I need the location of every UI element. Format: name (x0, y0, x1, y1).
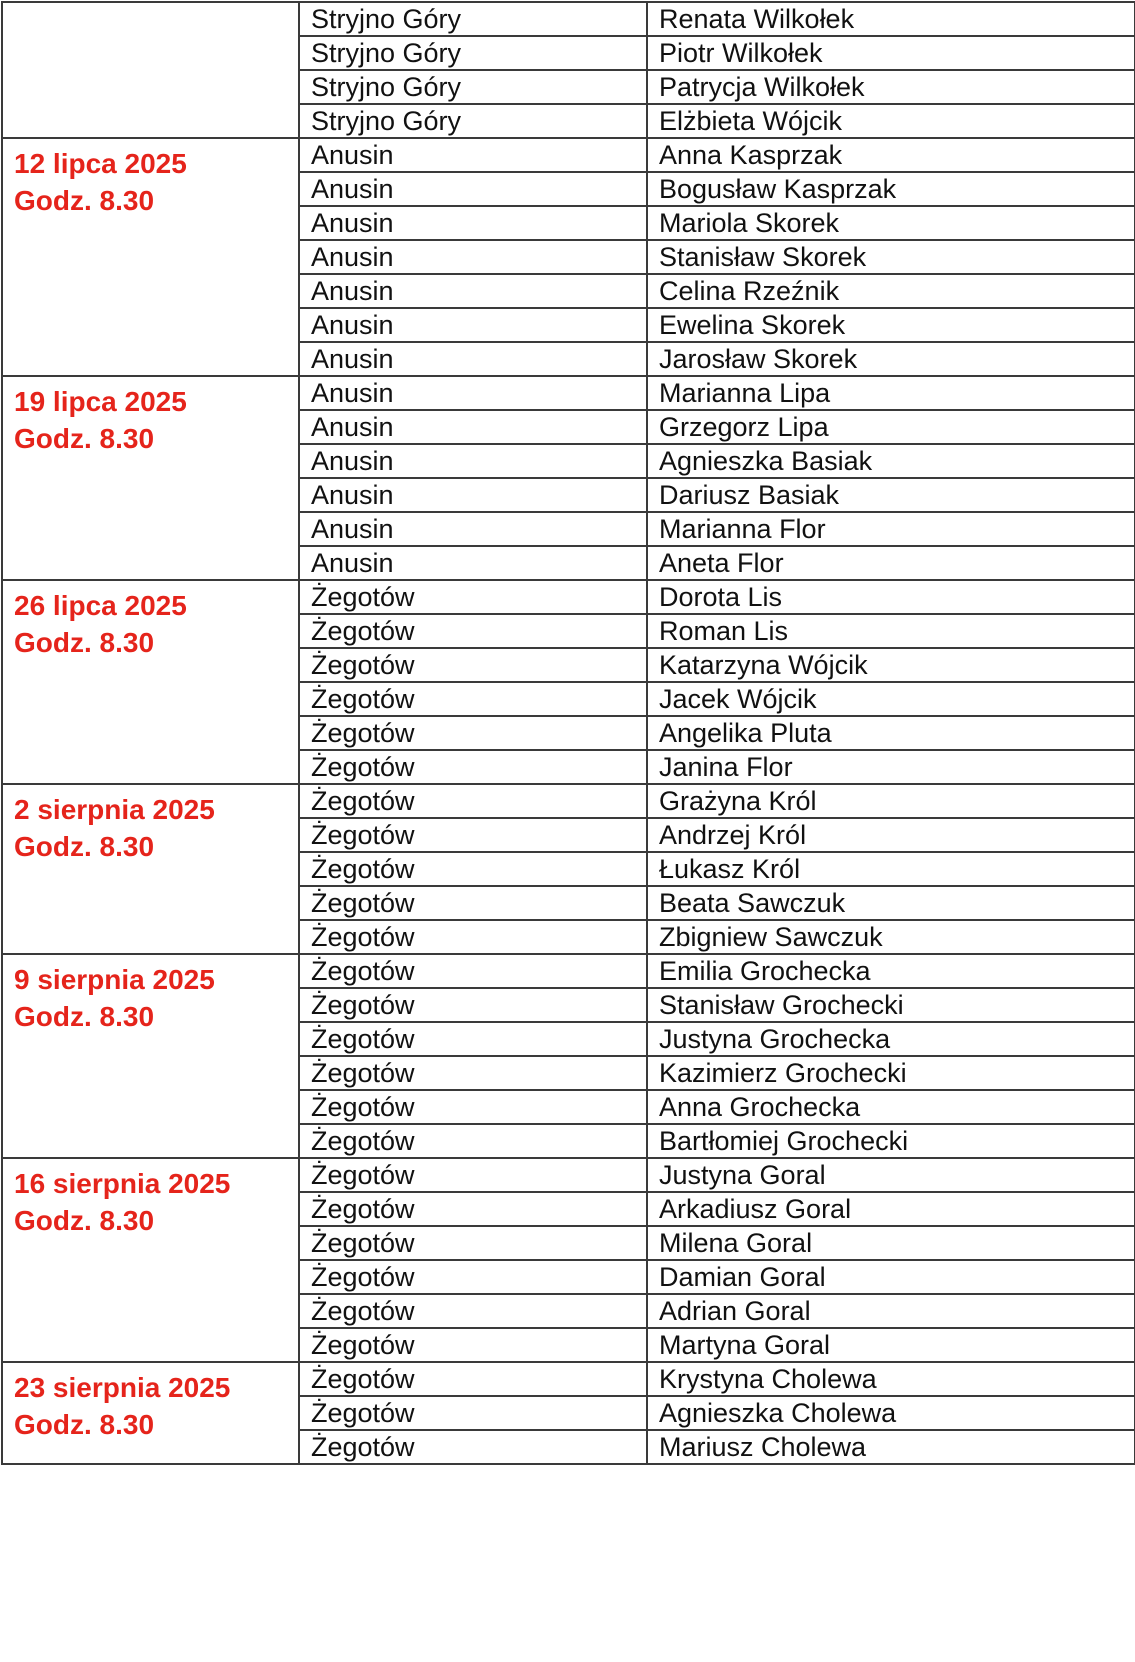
name-cell: Kazimierz Grochecki (647, 1056, 1135, 1090)
name-cell: Mariola Skorek (647, 206, 1135, 240)
name-cell: Agnieszka Basiak (647, 444, 1135, 478)
place-cell: Żegotów (299, 1090, 647, 1124)
date-cell (2, 376, 299, 580)
place-cell: Żegotów (299, 648, 647, 682)
schedule-body (2, 2, 1135, 1464)
name-cell: Justyna Goral (647, 1158, 1135, 1192)
place-cell: Anusin (299, 206, 647, 240)
place-cell: Żegotów (299, 1158, 647, 1192)
place-cell: Anusin (299, 342, 647, 376)
name-cell: Aneta Flor (647, 546, 1135, 580)
name-cell: Andrzej Król (647, 818, 1135, 852)
name-cell: Angelika Pluta (647, 716, 1135, 750)
name-cell: Stanisław Skorek (647, 240, 1135, 274)
place-cell: Żegotów (299, 1362, 647, 1396)
name-cell: Piotr Wilkołek (647, 36, 1135, 70)
name-cell: Janina Flor (647, 750, 1135, 784)
name-cell: Milena Goral (647, 1226, 1135, 1260)
place-cell: Stryjno Góry (299, 104, 647, 138)
place-cell: Żegotów (299, 784, 647, 818)
name-cell: Celina Rzeźnik (647, 274, 1135, 308)
place-cell: Stryjno Góry (299, 70, 647, 104)
table-row (2, 376, 1135, 410)
name-cell: Anna Grochecka (647, 1090, 1135, 1124)
name-cell: Bogusław Kasprzak (647, 172, 1135, 206)
place-cell: Anusin (299, 444, 647, 478)
name-cell: Marianna Flor (647, 512, 1135, 546)
place-cell: Żegotów (299, 580, 647, 614)
name-cell: Jarosław Skorek (647, 342, 1135, 376)
event-date: 9 sierpnia 2025 (14, 964, 215, 995)
table-row (2, 580, 1135, 614)
name-cell: Grzegorz Lipa (647, 410, 1135, 444)
table-row (2, 1362, 1135, 1396)
place-cell: Anusin (299, 308, 647, 342)
name-cell: Anna Kasprzak (647, 138, 1135, 172)
event-time: Godz. 8.30 (14, 1409, 155, 1440)
place-cell: Żegotów (299, 1328, 647, 1362)
name-cell: Marianna Lipa (647, 376, 1135, 410)
place-cell: Żegotów (299, 852, 647, 886)
place-cell: Stryjno Góry (299, 2, 647, 36)
table-row (2, 2, 1135, 36)
event-date: 23 sierpnia 2025 (14, 1372, 231, 1403)
date-cell (2, 580, 299, 784)
name-cell: Dariusz Basiak (647, 478, 1135, 512)
event-time: Godz. 8.30 (14, 185, 155, 216)
event-date: 12 lipca 2025 (14, 148, 187, 179)
event-time: Godz. 8.30 (14, 831, 155, 862)
name-cell: Bartłomiej Grochecki (647, 1124, 1135, 1158)
name-cell: Ewelina Skorek (647, 308, 1135, 342)
name-cell: Beata Sawczuk (647, 886, 1135, 920)
name-cell: Katarzyna Wójcik (647, 648, 1135, 682)
date-cell (2, 138, 299, 376)
event-time: Godz. 8.30 (14, 1205, 155, 1236)
date-cell (2, 2, 299, 138)
name-cell: Jacek Wójcik (647, 682, 1135, 716)
date-cell (2, 1158, 299, 1362)
place-cell: Stryjno Góry (299, 36, 647, 70)
name-cell: Roman Lis (647, 614, 1135, 648)
place-cell: Żegotów (299, 954, 647, 988)
name-cell: Damian Goral (647, 1260, 1135, 1294)
place-cell: Żegotów (299, 750, 647, 784)
table-row (2, 138, 1135, 172)
name-cell: Adrian Goral (647, 1294, 1135, 1328)
event-time: Godz. 8.30 (14, 1001, 155, 1032)
place-cell: Anusin (299, 240, 647, 274)
name-cell: Agnieszka Cholewa (647, 1396, 1135, 1430)
place-cell: Żegotów (299, 1124, 647, 1158)
event-date: 16 sierpnia 2025 (14, 1168, 231, 1199)
place-cell: Anusin (299, 410, 647, 444)
place-cell: Żegotów (299, 716, 647, 750)
place-cell: Żegotów (299, 920, 647, 954)
table-row (2, 954, 1135, 988)
place-cell: Anusin (299, 274, 647, 308)
name-cell: Krystyna Cholewa (647, 1362, 1135, 1396)
place-cell: Anusin (299, 172, 647, 206)
place-cell: Żegotów (299, 988, 647, 1022)
name-cell: Mariusz Cholewa (647, 1430, 1135, 1464)
name-cell: Arkadiusz Goral (647, 1192, 1135, 1226)
event-date: 26 lipca 2025 (14, 590, 187, 621)
place-cell: Żegotów (299, 1226, 647, 1260)
place-cell: Żegotów (299, 818, 647, 852)
place-cell: Żegotów (299, 1430, 647, 1464)
place-cell: Żegotów (299, 1056, 647, 1090)
place-cell: Anusin (299, 512, 647, 546)
date-cell (2, 784, 299, 954)
name-cell: Patrycja Wilkołek (647, 70, 1135, 104)
date-cell (2, 954, 299, 1158)
name-cell: Emilia Grochecka (647, 954, 1135, 988)
place-cell: Żegotów (299, 1022, 647, 1056)
name-cell: Martyna Goral (647, 1328, 1135, 1362)
name-cell: Renata Wilkołek (647, 2, 1135, 36)
place-cell: Anusin (299, 376, 647, 410)
place-cell: Żegotów (299, 1396, 647, 1430)
date-cell (2, 1362, 299, 1464)
name-cell: Dorota Lis (647, 580, 1135, 614)
place-cell: Anusin (299, 546, 647, 580)
name-cell: Justyna Grochecka (647, 1022, 1135, 1056)
table-row (2, 784, 1135, 818)
place-cell: Żegotów (299, 682, 647, 716)
place-cell: Anusin (299, 138, 647, 172)
name-cell: Elżbieta Wójcik (647, 104, 1135, 138)
place-cell: Żegotów (299, 886, 647, 920)
event-time: Godz. 8.30 (14, 423, 155, 454)
name-cell: Grażyna Król (647, 784, 1135, 818)
schedule-table (1, 1, 1135, 1465)
place-cell: Żegotów (299, 1294, 647, 1328)
place-cell: Anusin (299, 478, 647, 512)
place-cell: Żegotów (299, 1260, 647, 1294)
name-cell: Stanisław Grochecki (647, 988, 1135, 1022)
place-cell: Żegotów (299, 1192, 647, 1226)
name-cell: Łukasz Król (647, 852, 1135, 886)
name-cell: Zbigniew Sawczuk (647, 920, 1135, 954)
place-cell: Żegotów (299, 614, 647, 648)
table-row (2, 1158, 1135, 1192)
event-time: Godz. 8.30 (14, 627, 155, 658)
event-date: 19 lipca 2025 (14, 386, 187, 417)
event-date: 2 sierpnia 2025 (14, 794, 215, 825)
